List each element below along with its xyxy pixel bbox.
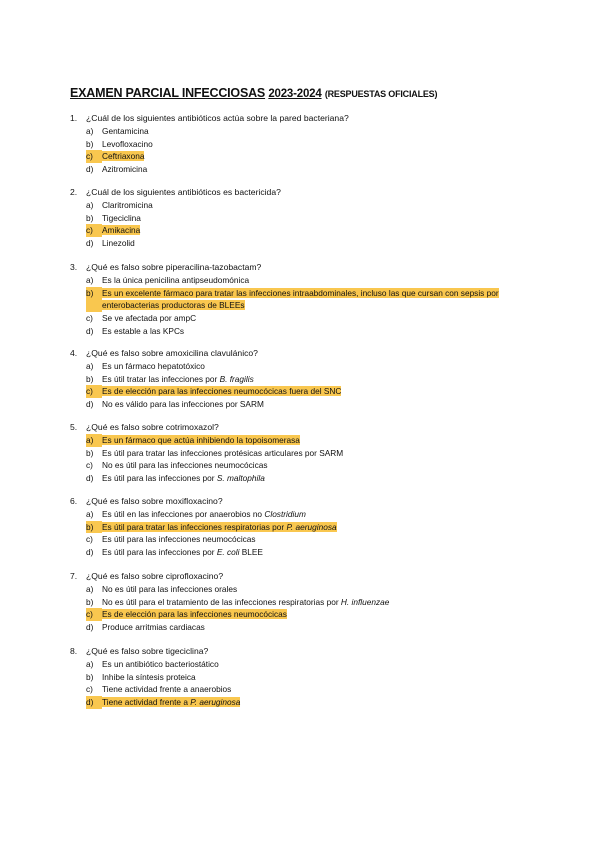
answer-option [86,621,540,634]
organism-name: H. influenzae [340,596,390,607]
option-text: Amikacina [102,225,141,236]
answer-option [86,658,540,671]
option-letter: c) [86,684,93,695]
answer-option-correct [86,608,540,621]
question-text: ¿Cuál de los siguientes antibióticos actúa sobre la pared bacteriana? [86,113,349,123]
answer-option [86,683,540,696]
answer-option [86,447,540,460]
option-letter: b) [86,373,94,384]
option-letter: d) [86,696,102,709]
answer-option-correct [86,385,540,398]
option-letter: b) [86,671,94,682]
answer-option [86,212,540,225]
option-text: Es un excelente fármaco para tratar las infecciones intraabdominales, incluso las que cursan con sepsis por enterobacterias productoras de BLEEs [102,287,499,311]
option-letter: c) [86,460,93,471]
option-text: Produce arritmias cardiacas [102,622,205,633]
option-text: Es de elección para las infecciones neumocócicas fuera del SNC [102,386,342,397]
option-letter: a) [86,360,94,371]
answer-option [86,163,540,176]
option-text: Tiene actividad frente a P. aeruginosa [102,697,241,708]
question-number: 6. [70,496,78,506]
organism-name: P. aeruginosa [190,697,241,708]
answer-option [86,199,540,212]
question-3 [70,261,540,338]
option-text: Es útil en las infecciones por anaerobios no Clostridium [102,508,306,519]
option-text: Linezolid [102,238,135,249]
option-letter: b) [86,287,102,313]
question-8 [70,645,540,709]
option-text: No es útil para las infecciones orales [102,583,238,594]
option-text: Azitromicina [102,164,148,175]
option-text: Es útil para las infecciones por S. maltophila [102,473,265,484]
question-text: ¿Cuál de los siguientes antibióticos es bactericida? [86,187,281,197]
option-text: Tigeciclina [102,212,141,223]
organism-name: Clostridium [264,508,306,519]
option-letter: c) [86,313,93,324]
option-letter: a) [86,583,94,594]
answer-option [86,459,540,472]
option-letter: b) [86,212,94,223]
question-heading [70,495,540,508]
question-heading [70,421,540,434]
option-text: Es un antibiótico bacteriostático [102,658,219,669]
option-letter: b) [86,138,94,149]
question-5 [70,421,540,485]
option-letter: c) [86,608,102,621]
answer-option-correct [86,434,540,447]
answer-option [86,533,540,546]
answer-option-correct [86,521,540,534]
option-letter: a) [86,274,94,285]
option-text: No es útil para las infecciones neumocócicas [102,460,268,471]
option-letter: d) [86,399,94,410]
answer-option-correct [86,287,540,313]
option-letter: b) [86,521,102,534]
question-text: ¿Qué es falso sobre cotrimoxazol? [86,422,219,432]
question-number: 1. [70,113,78,123]
organism-name: P. aeruginosa [286,521,337,532]
option-text: Ceftriaxona [102,151,145,162]
answer-option [86,472,540,485]
option-text: Es útil para tratar las infecciones respiratorias por P. aeruginosa [102,521,337,532]
answer-option [86,583,540,596]
answer-option-correct [86,224,540,237]
question-heading [70,645,540,658]
option-letter: c) [86,224,102,237]
document-title [70,86,437,100]
option-text: Es la única penicilina antipseudomónica [102,274,250,285]
option-text: Es un fármaco que actúa inhibiendo la topoisomerasa [102,434,300,445]
question-number: 2. [70,187,78,197]
option-letter: d) [86,238,94,249]
organism-name: B. fragilis [219,373,254,384]
title-subtitle: (RESPUESTAS OFICIALES) [324,89,438,99]
option-text: Es de elección para las infecciones neumocócicas [102,609,287,620]
question-7 [70,570,540,634]
option-text: Es un fármaco hepatotóxico [102,360,205,371]
answer-option [86,325,540,338]
option-letter: d) [86,325,94,336]
question-heading [70,186,540,199]
option-letter: d) [86,547,94,558]
option-letter: a) [86,199,94,210]
answer-option [86,373,540,386]
option-letter: d) [86,622,94,633]
option-letter: b) [86,596,94,607]
option-text: Levofloxacino [102,138,153,149]
option-text: Se ve afectada por ampC [102,313,197,324]
question-number: 7. [70,571,78,581]
question-number: 4. [70,348,78,358]
option-text: Es útil para tratar las infecciones protésicas articulares por SARM [102,447,344,458]
question-text: ¿Qué es falso sobre tigeciclina? [86,646,209,656]
answer-option [86,360,540,373]
option-letter: a) [86,508,94,519]
option-text: No es válido para las infecciones por SARM [102,399,264,410]
organism-name: E. coli [216,547,240,558]
question-text: ¿Qué es falso sobre ciprofloxacino? [86,571,224,581]
organism-name: S. maltophila [216,473,265,484]
answer-option [86,237,540,250]
option-letter: c) [86,534,93,545]
question-text: ¿Qué es falso sobre moxifloxacino? [86,496,223,506]
option-letter: a) [86,125,94,136]
answer-option [86,274,540,287]
question-2 [70,186,540,250]
answer-option [86,508,540,521]
option-letter: d) [86,164,94,175]
answer-option [86,671,540,684]
answer-option-correct [86,150,540,163]
answer-option-correct [86,696,540,709]
option-letter: d) [86,473,94,484]
question-number: 5. [70,422,78,432]
option-letter: a) [86,434,102,447]
question-4 [70,347,540,411]
option-letter: a) [86,658,94,669]
answer-option [86,312,540,325]
question-number: 8. [70,646,78,656]
question-text: ¿Qué es falso sobre amoxicilina clavulánico? [86,348,258,358]
answer-option [86,596,540,609]
option-letter: b) [86,447,94,458]
option-text: Tiene actividad frente a anaerobios [102,684,232,695]
option-text: No es útil para el tratamiento de las infecciones respiratorias por H. influenzae [102,596,390,607]
question-heading [70,112,540,125]
question-heading [70,261,540,274]
option-text: Es estable a las KPCs [102,325,185,336]
answer-option [86,125,540,138]
answer-option [86,546,540,559]
answer-option [86,398,540,411]
option-text: Inhibe la síntesis proteica [102,671,196,682]
question-text: ¿Qué es falso sobre piperacilina-tazobactam? [86,262,262,272]
question-heading [70,570,540,583]
question-1 [70,112,540,176]
question-heading [70,347,540,360]
option-text: Es útil tratar las infecciones por B. fragilis [102,373,254,384]
answer-option [86,138,540,151]
option-text: Gentamicina [102,125,149,136]
option-text: Es útil para las infecciones por E. coli BLEE [102,547,263,558]
question-number: 3. [70,262,78,272]
option-letter: c) [86,385,102,398]
option-letter: c) [86,150,102,163]
title-main: EXAMEN PARCIAL INFECCIOSAS [70,86,266,100]
title-year: 2023-2024 [268,88,322,100]
option-text: Claritromicina [102,199,153,210]
question-6 [70,495,540,559]
option-text: Es útil para las infecciones neumocócicas [102,534,256,545]
